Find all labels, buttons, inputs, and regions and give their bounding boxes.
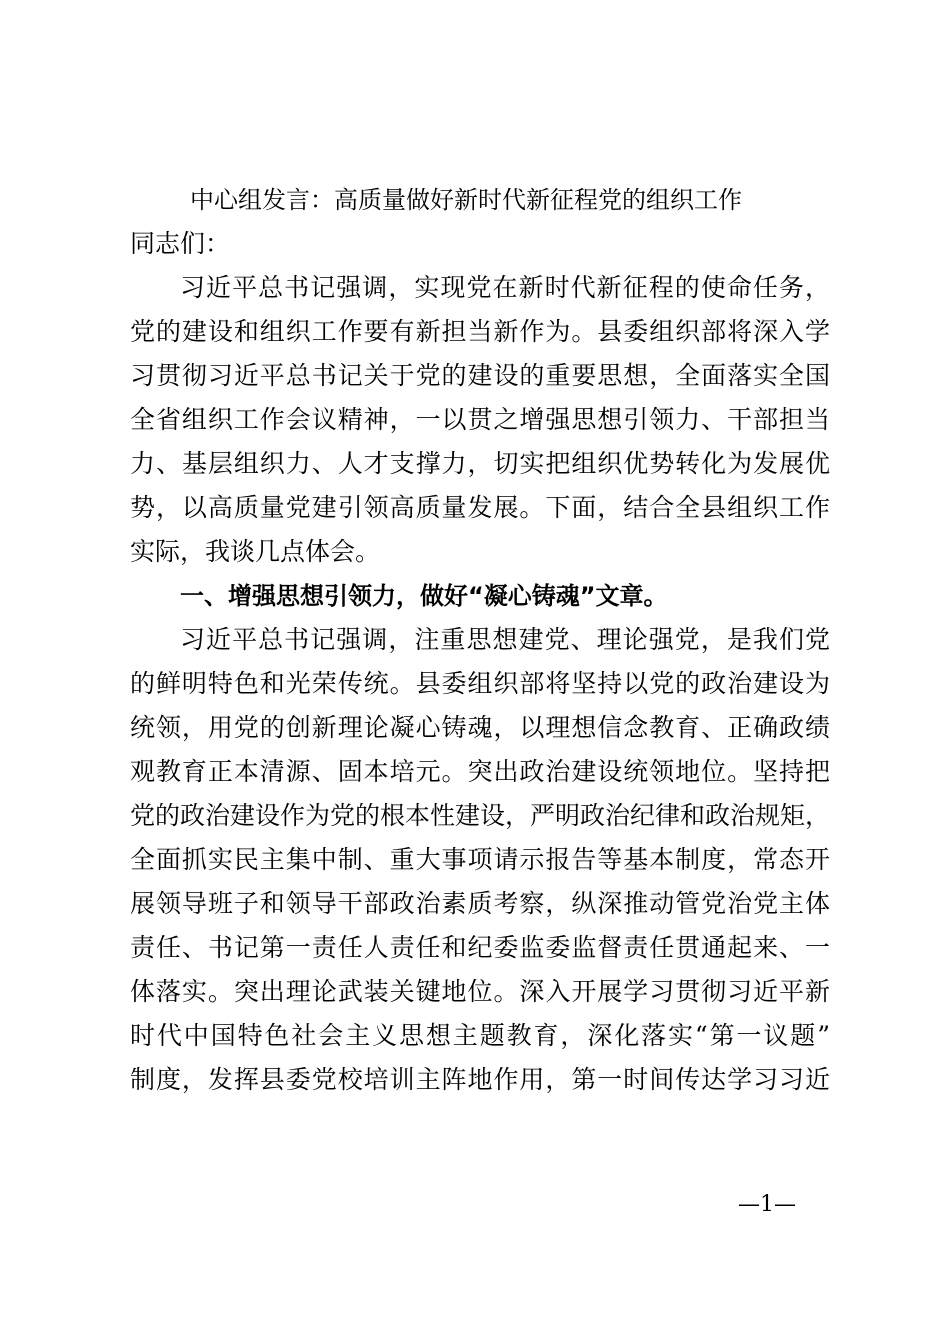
paragraph-line: 习贯彻习近平总书记关于党的建设的重要思想，全面落实全国 (130, 361, 830, 390)
paragraph-line: 的鲜明特色和光荣传统。县委组织部将坚持以党的政治建设为 (130, 669, 830, 698)
salutation: 同志们： (130, 229, 231, 258)
paragraph-intro (130, 266, 830, 574)
paragraph-line: 习近平总书记强调，注重思想建党、理论强党，是我们党 (180, 625, 830, 654)
paragraph-line: 全面抓实民主集中制、重大事项请示报告等基本制度，常态开 (130, 845, 830, 874)
paragraph-line: 统领，用党的创新理论凝心铸魂，以理想信念教育、正确政绩 (130, 713, 830, 742)
paragraph-line: 体落实。突出理论武装关键地位。深入开展学习贯彻习近平新 (130, 977, 830, 1006)
paragraph-line: 观教育正本清源、固本培元。突出政治建设统领地位。坚持把 (130, 757, 830, 786)
document-title: 中心组发言：高质量做好新时代新征程党的组织工作 (190, 186, 742, 214)
paragraph-line: 展领导班子和领导干部政治素质考察，纵深推动管党治党主体 (130, 889, 830, 918)
paragraph-line: 党的政治建设作为党的根本性建设，严明政治纪律和政治规矩， (130, 801, 831, 830)
page-number: —1— (738, 1192, 796, 1217)
paragraph-line: 实际，我谈几点体会。 (130, 537, 381, 566)
paragraph-section1 (130, 618, 830, 1102)
paragraph-line: 全省组织工作会议精神，一以贯之增强思想引领力、干部担当 (130, 405, 830, 434)
paragraph-line: 时代中国特色社会主义思想主题教育，深化落实“第一议题” (130, 1021, 830, 1050)
paragraph-line: 势，以高质量党建引领高质量发展。下面，结合全县组织工作 (130, 493, 830, 522)
paragraph-line: 力、基层组织力、人才支撑力，切实把组织优势转化为发展优 (130, 449, 830, 478)
document-body (130, 178, 830, 1102)
paragraph-line: 责任、书记第一责任人责任和纪委监委监督责任贯通起来、一 (130, 933, 830, 962)
paragraph-line: 党的建设和组织工作要有新担当新作为。县委组织部将深入学 (130, 317, 830, 346)
section-heading: 一、增强思想引领力，做好“凝心铸魂”文章。 (180, 582, 668, 610)
paragraph-line: 制度，发挥县委党校培训主阵地作用，第一时间传达学习习近 (130, 1065, 830, 1094)
paragraph-line: 习近平总书记强调，实现党在新时代新征程的使命任务， (180, 273, 830, 302)
